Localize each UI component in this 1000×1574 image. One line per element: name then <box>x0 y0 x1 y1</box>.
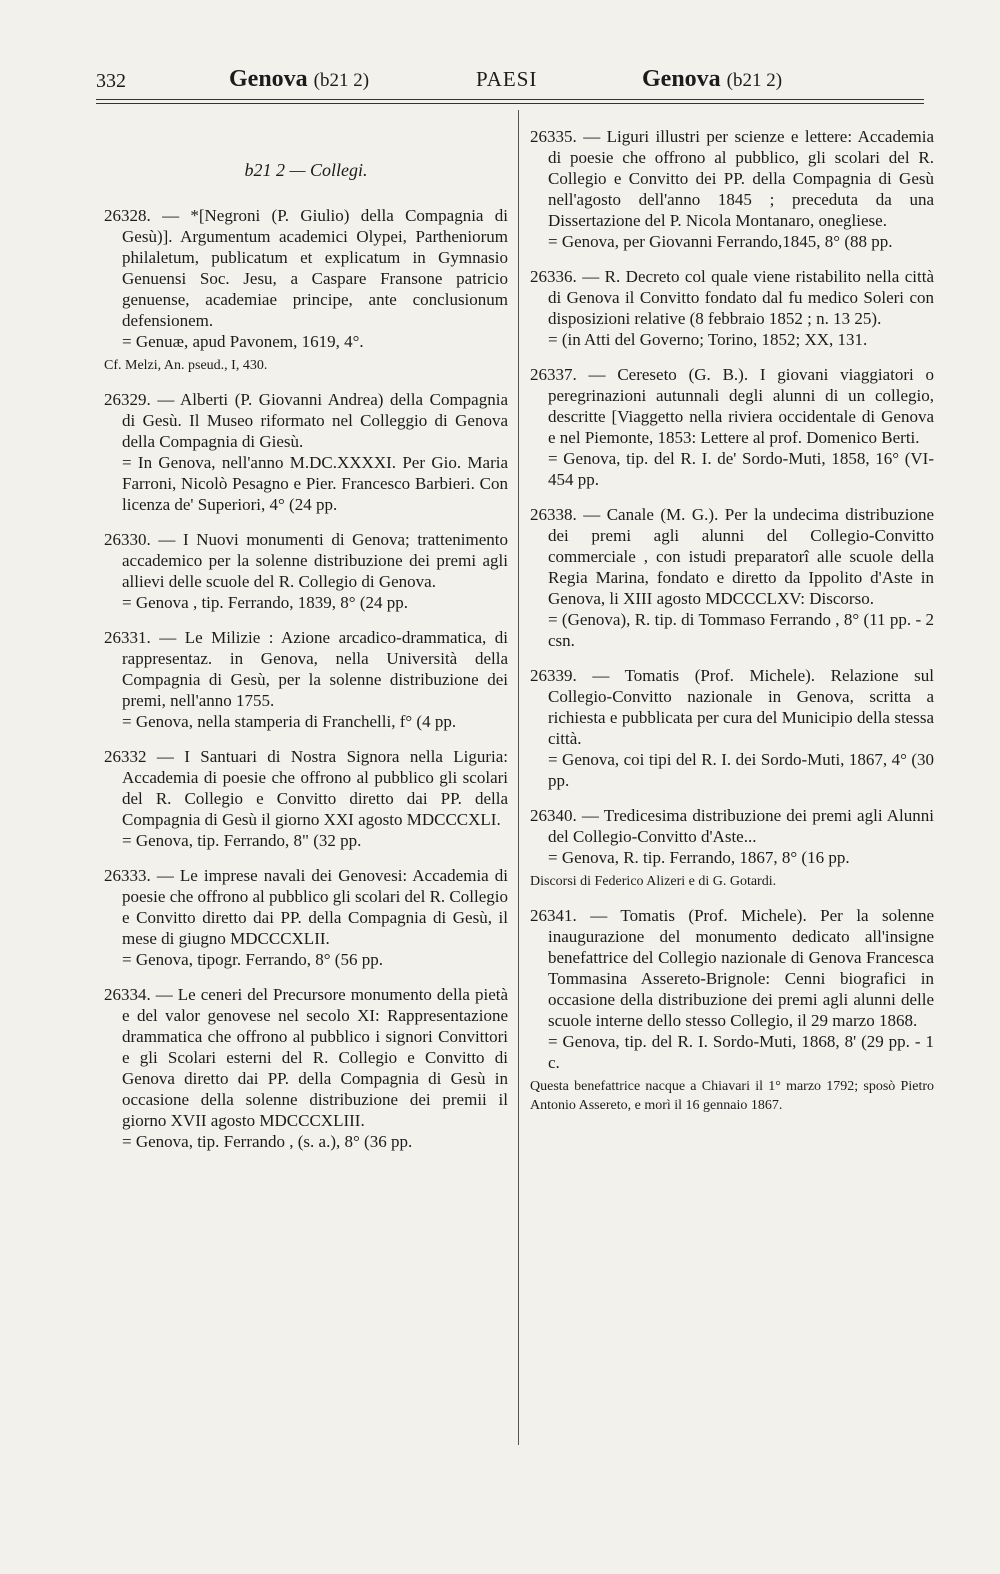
catalog-entry <box>104 389 508 515</box>
header-left-title-text: Genova <box>229 66 308 92</box>
entry-publication: = Genova , tip. Ferrando, 1839, 8° (24 pp. <box>122 593 408 612</box>
right-column <box>530 126 934 1129</box>
entry-text: — Le ceneri del Precursore monumento della pietà e del valor genovese nel secolo XI: Rappresentazione drammatica che offrono al pubblico i signori Convittori e gli Scolari esterni del R. Collegio e Convitto di Genova diretto dai PP. della Compagnia di Gesù in occasione della solenne distribuzione dei premii il giorno XVII agosto MDCCCXLIII. <box>122 985 509 1130</box>
entry-text: — Tomatis (Prof. Michele). Relazione sul Collegio-Convitto nazionale in Genova, scritta a richiesta e pubblicata per cura del Municipio della stessa città. <box>548 666 935 748</box>
entry-number: 26332 <box>104 747 147 766</box>
page-number: 332 <box>96 70 126 92</box>
catalog-entry <box>530 364 934 490</box>
catalog-entry <box>104 984 508 1152</box>
entry-text: — I Santuari di Nostra Signora nella Liguria: Accademia di poesie che offrono al pubblico gli scolari del R. Collegio e Convitto diretto dai PP. della Compagnia di Gesù il giorno XXI agosto MDCCCXLI. <box>122 747 508 829</box>
entry-text: — Canale (M. G.). Per la undecima distribuzione dei premi agli alunni del Collegio-Convitto commerciale , con istudi preparatorî alle scuole della Regia Marina, fondato e diretto da Ippolito d'Aste in Genova, li XIII agosto MDCCCLXV: Discorso. <box>548 505 935 608</box>
entry-publication: = Genova, tip. Ferrando, 8" (32 pp. <box>122 831 362 850</box>
entry-description <box>530 126 934 231</box>
entry-text: — Alberti (P. Giovanni Andrea) della Compagnia di Gesù. Il Museo riformato nel Colleggio di Genova della Compagnia di Giesù. <box>122 390 508 451</box>
entry-publication: = Genova, R. tip. Ferrando, 1867, 8° (16 pp. <box>548 848 850 867</box>
header-center-title: PAESI <box>476 67 538 91</box>
entry-description <box>104 205 508 331</box>
entry-description <box>104 865 508 949</box>
entry-number: 26340. <box>530 806 577 825</box>
entry-text: — Tredicesima distribuzione dei premi agli Alunni del Collegio-Convitto d'Aste... <box>548 806 934 846</box>
entry-description <box>530 364 934 448</box>
left-column <box>104 160 508 1166</box>
catalog-entry <box>104 865 508 970</box>
catalog-entry <box>530 805 934 891</box>
column-divider <box>518 110 519 1445</box>
entry-number: 26335. <box>530 127 577 146</box>
catalog-entry <box>104 205 508 375</box>
entry-number: 26329. <box>104 390 151 409</box>
entry-publication: = In Genova, nell'anno M.DC.XXXXI. Per Gio. Maria Farroni, Nicolò Pesagno e Pier. Francesco Barbieri. Con licenza de' Superiori, 4° (24 pp. <box>122 453 508 514</box>
section-title: b21 2 — Collegi. <box>244 160 368 180</box>
entry-publication: = Genuæ, apud Pavonem, 1619, 4°. <box>122 332 364 351</box>
entry-text: — R. Decreto col quale viene ristabilito nella città di Genova il Convitto fondato dal fu medico Soleri con disposizioni relative (8 febbraio 1852 ; n. 13 25). <box>548 267 934 328</box>
entry-publication: = Genova, tip. Ferrando , (s. a.), 8° (36 pp. <box>122 1132 413 1151</box>
entry-publication: = Genova, tipogr. Ferrando, 8° (56 pp. <box>122 950 383 969</box>
right-entries <box>530 126 934 1115</box>
entry-description <box>104 627 508 711</box>
entry-text: — Liguri illustri per scienze e lettere: Accademia di poesie che offrono al pubblico, gli scolari del R. Collegio e Convitto dei PP. della Compagnia di Gesù nell'agosto dell'anno 1845 ; preceduta da una Dissertazione del P. Nicola Montanaro, onegliese. <box>548 127 935 230</box>
entry-note: Questa benefattrice nacque a Chiavari il 1° marzo 1792; sposò Pietro Antonio Assereto, e morì il 16 gennaio 1867. <box>530 1079 934 1113</box>
entry-description <box>530 805 934 847</box>
entry-publication: = (Genova), R. tip. di Tommaso Ferrando , 8° (11 pp. - 2 csn. <box>548 610 934 650</box>
catalog-entry <box>530 266 934 350</box>
entry-description <box>104 529 508 592</box>
entry-publication: = (in Atti del Governo; Torino, 1852; XX, 131. <box>548 330 868 349</box>
entry-publication: = Genova, coi tipi del R. I. dei Sordo-Muti, 1867, 4° (30 pp. <box>548 750 934 790</box>
header-left-subtitle: (b21 2) <box>313 70 370 91</box>
entry-publication: = Genova, per Giovanni Ferrando,1845, 8° (88 pp. <box>548 232 893 251</box>
entry-description <box>530 665 934 749</box>
header-right-title-text: Genova <box>642 66 721 92</box>
entry-publication: = Genova, tip. del R. I. de' Sordo-Muti, 1858, 16° (VI-454 pp. <box>548 449 934 489</box>
catalog-entry <box>104 627 508 732</box>
catalog-entry <box>530 126 934 252</box>
entry-description <box>104 746 508 830</box>
header-rule <box>96 99 924 100</box>
entry-text: — Le Milizie : Azione arcadico-drammatica, di rappresentaz. in Genova, nella Università della Compagnia di Gesù, per la solenne distribuzione dei premi, nell'anno 1755. <box>122 628 509 710</box>
catalog-entry <box>104 529 508 613</box>
entry-text: — Le imprese navali dei Genovesi: Accademia di poesie che offrono al pubblico gli scolari del R. Collegio e Convitto diretto dai PP. della Compagnia di Gesù, il mese di giugno MDCCCXLII. <box>122 866 509 948</box>
entry-number: 26328. <box>104 206 151 225</box>
entry-description <box>530 905 934 1031</box>
running-header <box>96 62 924 102</box>
entry-text: — Cereseto (G. B.). I giovani viaggiatori o peregrinazioni autunnali degli alunni di un collegio, descritte [Viaggetto nella riviera occidentale di Genova e nel Piemonte, 1853: Lettere al prof. Domenico Berti. <box>548 365 935 447</box>
catalog-entry <box>530 504 934 651</box>
entry-number: 26337. <box>530 365 577 384</box>
catalog-entry <box>104 746 508 851</box>
entry-text: — Tomatis (Prof. Michele). Per la solenne inaugurazione del monumento dedicato all'insigne benefattrice del Collegio nazionale di Genova Francesca Tommasina Assereto-Brignole: Cenni biografici in occasione della distribuzione dei premi agli alunni delle scuole interne dello stesso Collegio, il 29 marzo 1868. <box>548 906 934 1030</box>
entry-number: 26336. <box>530 267 577 286</box>
entry-publication: = Genova, tip. del R. I. Sordo-Muti, 1868, 8' (29 pp. - 1 c. <box>548 1032 934 1072</box>
entry-number: 26330. <box>104 530 151 549</box>
entry-number: 26331. <box>104 628 151 647</box>
entry-description <box>530 504 934 609</box>
entry-number: 26341. <box>530 906 577 925</box>
entry-description <box>104 389 508 452</box>
catalog-entry <box>530 665 934 791</box>
entry-description <box>530 266 934 329</box>
header-right-title <box>642 66 782 93</box>
header-left-title <box>229 66 369 93</box>
entry-publication: = Genova, nella stamperia di Franchelli, f° (4 pp. <box>122 712 457 731</box>
entry-number: 26339. <box>530 666 577 685</box>
entry-number: 26338. <box>530 505 577 524</box>
catalog-entry <box>530 905 934 1115</box>
entry-note: Cf. Melzi, An. pseud., I, 430. <box>104 358 268 373</box>
left-entries <box>104 205 508 1152</box>
entry-note: Discorsi di Federico Alizeri e di G. Gotardi. <box>530 874 777 889</box>
entry-number: 26334. <box>104 985 151 1004</box>
entry-text: — I Nuovi monumenti di Genova; trattenimento accademico per la solenne distribuzione dei premi agli allievi delle scuole del R. Collegio di Genova. <box>122 530 508 591</box>
entry-number: 26333. <box>104 866 151 885</box>
entry-description <box>104 984 508 1131</box>
entry-text: — *[Negroni (P. Giulio) della Compagnia di Gesù)]. Argumentum academici Olypei, Partheniorum philaletum, publicatum et explicatum in Gymnasio Genuensi Soc. Jesu, a Caspare Fransone patricio genuense, academiae principe, ante conclusionum defensionem. <box>122 206 509 330</box>
header-rule-double <box>96 103 924 104</box>
header-right-subtitle: (b21 2) <box>726 70 783 91</box>
